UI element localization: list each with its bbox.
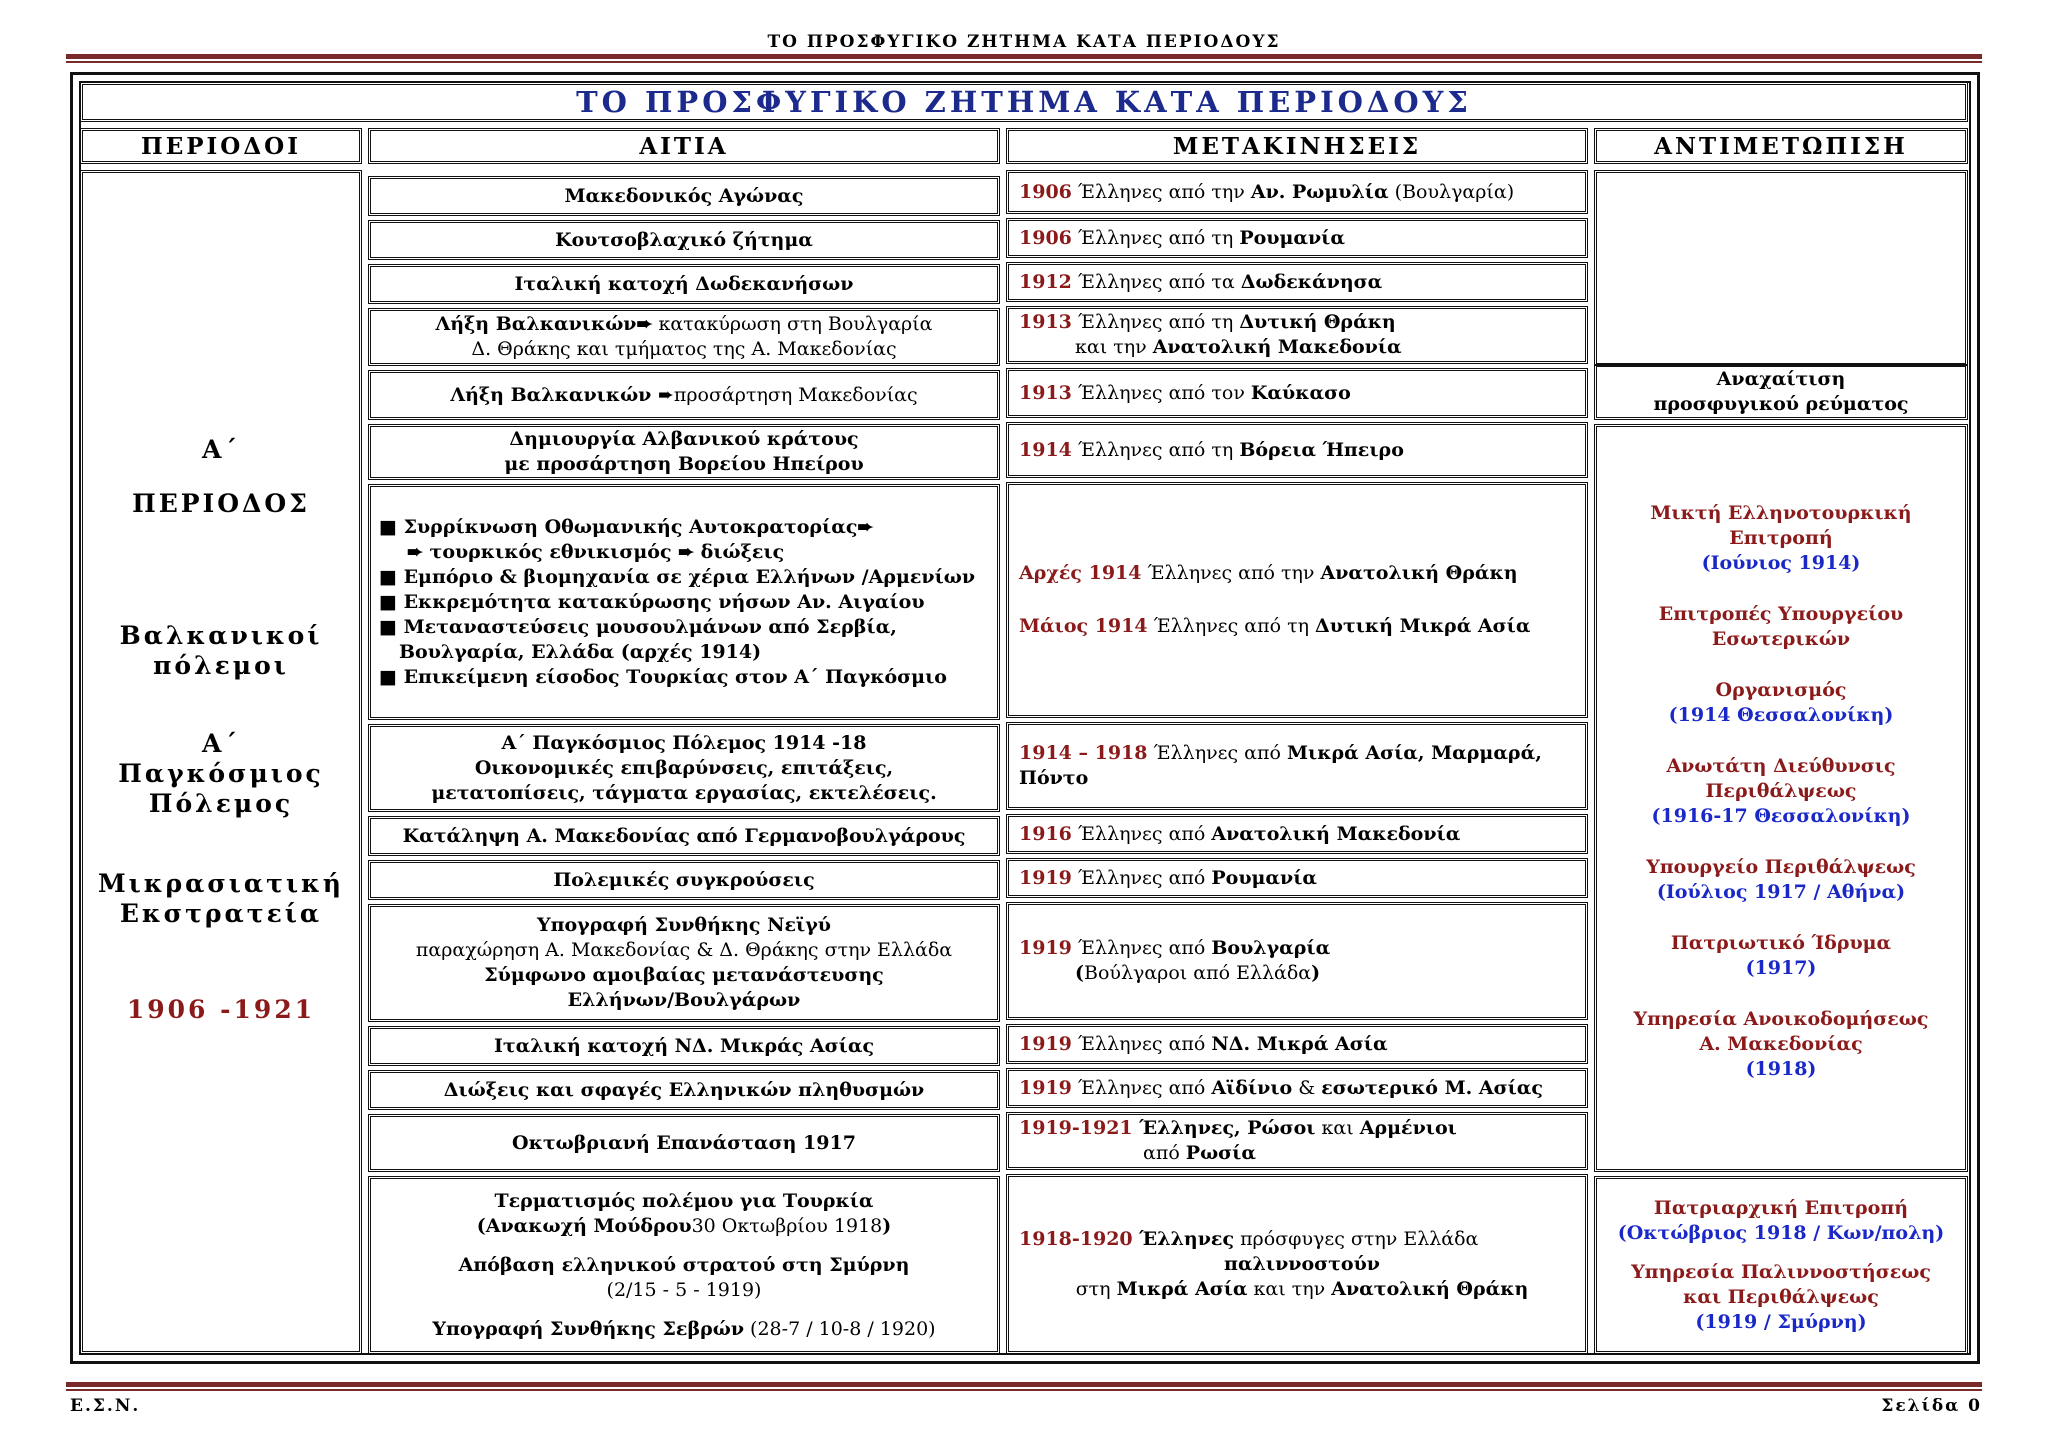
cell-text: 1919 bbox=[1019, 1076, 1072, 1099]
cell-text: Έλληνες από τη bbox=[1071, 226, 1240, 249]
cell-text: 1906 bbox=[1019, 226, 1072, 249]
cell-text: Πατριωτικό Ίδρυμα bbox=[1670, 932, 1892, 954]
cell-text: Υπογραφή Συνθήκης Σεβρών bbox=[432, 1317, 745, 1340]
cell-text: ■ Συρρίκνωση Οθωμανικής Αυτοκρατορίας➨ bbox=[379, 515, 874, 538]
movement-row bbox=[1006, 1024, 1588, 1064]
cell-text: Μάιος 1914 bbox=[1019, 615, 1148, 637]
movement-row bbox=[1006, 1174, 1588, 1354]
cell-text: πρόσφυγες στην Ελλάδα bbox=[1234, 1227, 1479, 1250]
cell-text: Α΄ Παγκόσμιος Πόλεμος 1914 -18 bbox=[501, 731, 867, 754]
cell-text: ■ Μεταναστεύσεις μουσουλμάνων από Σερβία, bbox=[379, 615, 897, 638]
cell-text: Έλληνες από τη bbox=[1071, 438, 1240, 461]
cell-text: (2/15 - 5 - 1919) bbox=[606, 1278, 762, 1301]
movement-row bbox=[1006, 368, 1588, 418]
cell-text: παλιννοστούν bbox=[1224, 1252, 1380, 1275]
cell-text: Δωδεκάνησα bbox=[1240, 270, 1383, 293]
cell-text: Ανατολική Θράκη bbox=[1331, 1277, 1529, 1300]
cell-text: ) bbox=[882, 1214, 892, 1237]
cell-text: Αναχαίτιση bbox=[1716, 368, 1846, 390]
cell-text: Βούλγαροι από Ελλάδα bbox=[1084, 962, 1312, 984]
cause-row bbox=[368, 220, 1000, 260]
cause-row bbox=[368, 370, 1000, 420]
cell-text: Ανατολική Θράκη bbox=[1320, 562, 1518, 584]
cell-text: Οικονομικές επιβαρύνσεις, επιτάξεις, bbox=[474, 756, 894, 779]
period-balkan-wars-2: πόλεμοι bbox=[153, 651, 289, 680]
cell-text: Λήξη Βαλκανικών bbox=[450, 383, 658, 406]
movement-row bbox=[1006, 422, 1588, 478]
cell-text: Ανατολική Μακεδονία bbox=[1152, 336, 1402, 358]
col-header-movements: ΜΕΤΑΚΙΝΗΣΕΙΣ bbox=[1006, 128, 1588, 164]
cause-row bbox=[368, 904, 1000, 1022]
cell-text: Επιτροπή bbox=[1729, 527, 1833, 549]
cause-row bbox=[368, 264, 1000, 304]
movement-row bbox=[1006, 902, 1588, 1020]
footer-rule bbox=[66, 1382, 1982, 1391]
cell-text: Επιτροπές Υπουργείου bbox=[1658, 603, 1904, 625]
cell-text: Δυτική Μικρά Ασία bbox=[1315, 615, 1531, 637]
cause-row bbox=[368, 1070, 1000, 1110]
movement-row bbox=[1006, 858, 1588, 898]
cell-text: Δημιουργία Αλβανικού κράτους bbox=[509, 428, 859, 450]
cell-text: 1919 bbox=[1019, 1032, 1072, 1055]
cell-text: (1917) bbox=[1745, 957, 1817, 979]
cell-text: Υπουργείο Περιθάλψεως bbox=[1646, 856, 1916, 878]
cell-text: 1919 bbox=[1019, 937, 1072, 959]
cause-row bbox=[368, 1176, 1000, 1354]
response-row bbox=[1594, 364, 1968, 420]
cell-text: 1914 bbox=[1019, 438, 1072, 461]
period-asia-minor-1: Μικρασιατική bbox=[98, 869, 344, 898]
period-years: 1906 -1921 bbox=[126, 995, 316, 1024]
cell-text: Έλληνες από bbox=[1071, 866, 1212, 889]
response-row bbox=[1594, 424, 1968, 1172]
cell-text: Έλληνες από bbox=[1071, 822, 1212, 845]
movement-row bbox=[1006, 218, 1588, 258]
cell-text: Έλληνες από bbox=[1147, 742, 1287, 764]
cell-text: 1913 bbox=[1019, 311, 1072, 333]
cell-text: Μακεδονικός Αγώνας bbox=[564, 184, 804, 207]
period-ww1-2: Παγκόσμιος bbox=[118, 759, 324, 788]
cell-text: και Περιθάλψεως bbox=[1683, 1285, 1879, 1308]
cell-text: (1914 Θεσσαλονίκη) bbox=[1668, 704, 1894, 726]
cell-text: Σύμφωνο αμοιβαίας μετανάστευσης bbox=[484, 964, 884, 986]
cell-text: Βουλγαρία, Ελλάδα (αρχές 1914) bbox=[399, 640, 762, 663]
cell-text: Έλληνες, Ρώσοι bbox=[1132, 1117, 1316, 1139]
cell-text: Έλληνες από τον bbox=[1071, 381, 1251, 404]
cell-text: ) bbox=[1311, 962, 1321, 984]
cell-text: 1916 bbox=[1019, 822, 1072, 845]
cell-text: και bbox=[1315, 1117, 1360, 1139]
cell-text: Έλληνες από την bbox=[1141, 562, 1321, 584]
page-header: ΤΟ ΠΡΟΣΦΥΓΙΚΟ ΖΗΤΗΜΑ ΚΑΤΑ ΠΕΡΙΟΔΟΥΣ bbox=[767, 32, 1281, 52]
cause-row bbox=[368, 176, 1000, 216]
cell-text: Μικρά Ασία, Μαρμαρά, bbox=[1286, 742, 1542, 764]
cell-text: 1912 bbox=[1019, 270, 1072, 293]
cell-text: Πατριαρχική Επιτροπή bbox=[1653, 1196, 1909, 1219]
cell-text: Ρουμανία bbox=[1211, 866, 1318, 889]
cell-text: Έλληνες από bbox=[1071, 1076, 1212, 1099]
movement-row bbox=[1006, 306, 1588, 364]
col-header-causes: ΑΙΤΙΑ bbox=[368, 128, 1000, 164]
table-title: ΤΟ ΠΡΟΣΦΥΓΙΚΟ ΖΗΤΗΜΑ ΚΑΤΑ ΠΕΡΙΟΔΟΥΣ bbox=[80, 82, 1968, 122]
col-header-periods: ΠΕΡΙΟΔΟΙ bbox=[80, 128, 362, 164]
cause-row bbox=[368, 860, 1000, 900]
period-label: ΠΕΡΙΟΔΟΣ bbox=[132, 489, 310, 518]
cell-text: Έλληνες από την bbox=[1071, 180, 1251, 203]
cell-text: Αν. Ρωμυλία bbox=[1250, 180, 1389, 203]
cell-text: & bbox=[1292, 1076, 1322, 1099]
cell-text: Πόντο bbox=[1019, 767, 1089, 789]
cell-text: Μικρά Ασία bbox=[1116, 1277, 1248, 1300]
cell-text: 1919 bbox=[1019, 866, 1072, 889]
movement-row bbox=[1006, 170, 1588, 214]
movement-row bbox=[1006, 814, 1588, 854]
cell-text: ■ Εμπόριο & βιομηχανία σε χέρια Ελλήνων /Αρμενίων bbox=[379, 565, 976, 588]
header-rule bbox=[66, 54, 1982, 63]
cell-text: Διώξεις και σφαγές Ελληνικών πληθυσμών bbox=[443, 1078, 925, 1101]
cell-text: ■ Επικείμενη είσοδος Τουρκίας στον Α΄ Παγκόσμιο bbox=[379, 665, 947, 688]
period-cell bbox=[80, 170, 362, 1354]
cell-text: Βόρεια Ήπειρο bbox=[1239, 438, 1404, 461]
cell-text: μετατοπίσεις, τάγματα εργασίας, εκτελέσεις. bbox=[431, 781, 937, 804]
cause-row bbox=[368, 1114, 1000, 1172]
cell-text: Έλληνες bbox=[1132, 1227, 1235, 1250]
cell-text: και την bbox=[1247, 1277, 1332, 1300]
cell-text: (1919 / Σμύρνη) bbox=[1695, 1310, 1867, 1333]
cell-text: 30 Οκτωβρίου 1918 bbox=[691, 1214, 883, 1237]
cell-text: Ιταλική κατοχή ΝΔ. Μικράς Ασίας bbox=[493, 1034, 875, 1057]
cell-text: και την bbox=[1075, 336, 1153, 358]
cell-text: Α. Μακεδονίας bbox=[1699, 1033, 1863, 1055]
cell-text: (1918) bbox=[1745, 1058, 1817, 1080]
cell-text: Υπογραφή Συνθήκης Νεϊγύ bbox=[537, 914, 831, 936]
cell-text: Πολεμικές συγκρούσεις bbox=[553, 868, 815, 891]
cell-text: (Βουλγαρία) bbox=[1388, 180, 1515, 203]
cell-text: 1913 bbox=[1019, 381, 1072, 404]
cell-text: Ιταλική κατοχή Δωδεκανήσων bbox=[514, 272, 854, 295]
period-a: Α΄ bbox=[202, 435, 240, 464]
cell-text: Ανωτάτη Διεύθυνσις bbox=[1666, 755, 1896, 777]
cell-text: (Ανακωχή Μούδρου bbox=[476, 1214, 692, 1237]
cause-row bbox=[368, 724, 1000, 812]
cell-text: Ανατολική Μακεδονία bbox=[1211, 822, 1461, 845]
movement-row bbox=[1006, 482, 1588, 718]
cell-text: Απόβαση ελληνικού στρατού στη Σμύρνη bbox=[458, 1253, 910, 1276]
period-balkan-wars-1: Βαλκανικοί bbox=[119, 621, 323, 650]
cell-text: Δυτική Θράκη bbox=[1239, 311, 1396, 333]
cell-text: στη bbox=[1075, 1277, 1117, 1300]
movement-row bbox=[1006, 1068, 1588, 1108]
cell-text: εσωτερικό Μ. Ασίας bbox=[1321, 1076, 1543, 1099]
cell-text: Έλληνες από τα bbox=[1071, 270, 1241, 293]
cause-row bbox=[368, 308, 1000, 366]
cell-text: προσφυγικού ρεύματος bbox=[1653, 393, 1909, 415]
cell-text: Μικτή Ελληνοτουρκική bbox=[1650, 502, 1912, 524]
cell-text: ( bbox=[1075, 962, 1084, 984]
cell-text: Εσωτερικών bbox=[1711, 628, 1851, 650]
cell-text: Κουτσοβλαχικό ζήτημα bbox=[555, 228, 813, 251]
cause-row bbox=[368, 484, 1000, 720]
cause-row bbox=[368, 1026, 1000, 1066]
cell-text: με προσάρτηση Βορείου Ηπείρου bbox=[504, 453, 864, 475]
cell-text: Ελλήνων/Βουλγάρων bbox=[567, 989, 801, 1011]
movement-row bbox=[1006, 262, 1588, 302]
cell-text: Έλληνες από τη bbox=[1071, 311, 1240, 333]
cell-text: (Ιούνιος 1914) bbox=[1701, 552, 1861, 574]
cell-text: 1918-1920 bbox=[1019, 1227, 1133, 1250]
response-row bbox=[1594, 1176, 1968, 1354]
cell-text: Αρμένιοι bbox=[1359, 1117, 1457, 1139]
cell-text: από bbox=[1143, 1142, 1186, 1164]
cause-row bbox=[368, 816, 1000, 856]
cell-text: Καύκασο bbox=[1250, 381, 1351, 404]
cell-text: Τερματισμός πολέμου για Τουρκία bbox=[494, 1189, 874, 1212]
cell-text: Υπηρεσία Παλιννοστήσεως bbox=[1631, 1260, 1931, 1283]
footer-left: Ε.Σ.Ν. bbox=[70, 1396, 141, 1416]
response-empty-cell bbox=[1594, 170, 1968, 366]
cell-text: (1916-17 Θεσσαλονίκη) bbox=[1651, 805, 1911, 827]
cell-text: Δ. Θράκης και τμήματος της Α. Μακεδονίας bbox=[471, 338, 897, 360]
movement-row bbox=[1006, 722, 1588, 810]
cell-text: Αρχές 1914 bbox=[1019, 562, 1142, 584]
cell-text: ■ Εκκρεμότητα κατακύρωσης νήσων Αν. Αιγαίου bbox=[379, 590, 925, 613]
cell-text: 1906 bbox=[1019, 180, 1072, 203]
period-ww1-1: Α΄ bbox=[202, 729, 240, 758]
page-number: Σελίδα 0 bbox=[1881, 1396, 1982, 1416]
movement-row bbox=[1006, 1112, 1588, 1170]
cell-text: Έλληνες από τη bbox=[1147, 615, 1316, 637]
cell-text: Ρωσία bbox=[1185, 1142, 1256, 1164]
cell-text: (Ιούλιος 1917 / Αθήνα) bbox=[1656, 881, 1906, 903]
cell-text: Αϊδίνιο bbox=[1211, 1076, 1293, 1099]
cell-text: παραχώρηση Α. Μακεδονίας & Δ. Θράκης στην Ελλάδα bbox=[415, 939, 953, 961]
cell-text: Βουλγαρία bbox=[1211, 937, 1331, 959]
cell-text: ΝΔ. Μικρά Ασία bbox=[1211, 1032, 1388, 1055]
cell-text: Έλληνες από bbox=[1071, 1032, 1212, 1055]
period-ww1-3: Πόλεμος bbox=[148, 789, 294, 818]
cell-text: 1919-1921 bbox=[1019, 1117, 1133, 1139]
cell-text: (28-7 / 10-8 / 1920) bbox=[744, 1317, 936, 1340]
cell-text: ➨ τουρκικός εθνικισμός ➨ διώξεις bbox=[407, 540, 785, 563]
cell-text: 1914 – 1918 bbox=[1019, 742, 1148, 764]
cell-text: (Οκτώβριος 1918 / Κων/πολη) bbox=[1617, 1221, 1945, 1244]
period-asia-minor-2: Εκστρατεία bbox=[119, 899, 323, 928]
cell-text: ➨προσάρτηση Μακεδονίας bbox=[657, 383, 918, 406]
cell-text: κατακύρωση στη Βουλγαρία bbox=[652, 313, 933, 335]
cell-text: Λήξη Βαλκανικών➨ bbox=[435, 313, 653, 335]
cell-text: Περιθάλψεως bbox=[1705, 780, 1857, 802]
col-header-response: ΑΝΤΙΜΕΤΩΠΙΣΗ bbox=[1594, 128, 1968, 164]
cell-text: Υπηρεσία Ανοικοδομήσεως bbox=[1633, 1008, 1929, 1030]
cell-text: Οκτωβριανή Επανάσταση 1917 bbox=[512, 1131, 856, 1154]
cell-text: Έλληνες από bbox=[1071, 937, 1212, 959]
cell-text: Ρουμανία bbox=[1239, 226, 1345, 249]
cause-row bbox=[368, 424, 1000, 480]
cell-text: Κατάληψη Α. Μακεδονίας από Γερμανοβουλγάρους bbox=[402, 824, 966, 847]
cell-text: Οργανισμός bbox=[1715, 679, 1847, 701]
